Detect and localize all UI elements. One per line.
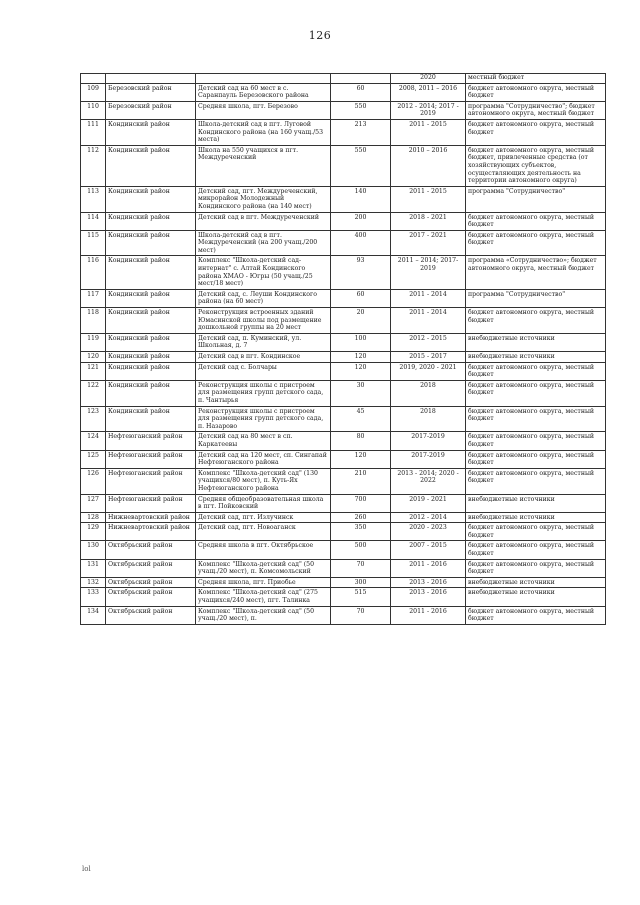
cell-period: 2011 - 2015	[391, 119, 466, 145]
footer-mark: lol	[82, 865, 91, 873]
cell-capacity: 20	[331, 308, 391, 334]
cell-number: 120	[81, 352, 106, 363]
cell-source: бюджет автономного округа, местный бюджет	[466, 541, 606, 559]
cell-period: 2011 - 2014	[391, 308, 466, 334]
cell-period: 2018 - 2021	[391, 212, 466, 230]
cell-district: Кондинский район	[106, 230, 196, 256]
cell-capacity: 210	[331, 468, 391, 494]
cell-number: 112	[81, 145, 106, 186]
cell-object: Школа-детский сад в пгт. Междуреченский (на 200 учащ./200 мест)	[196, 230, 331, 256]
cell-source: бюджет автономного округа, местный бюджет	[466, 523, 606, 541]
cell-capacity: 140	[331, 186, 391, 212]
cell-district: Кондинский район	[106, 406, 196, 432]
cell-district: Березовский район	[106, 101, 196, 119]
cell-object: Средняя школа в пгт. Октябрьское	[196, 541, 331, 559]
cell-period: 2007 - 2015	[391, 541, 466, 559]
table-row	[81, 468, 606, 494]
cell-empty	[106, 74, 196, 84]
table-row	[81, 101, 606, 119]
cell-district: Нефтеюганский район	[106, 468, 196, 494]
cell-period: 2013 - 2016	[391, 588, 466, 606]
cell-source: программа "Сотрудничество"; бюджет автономного округа, местный бюджет	[466, 101, 606, 119]
cell-district: Кондинский район	[106, 145, 196, 186]
cell-number: 121	[81, 362, 106, 380]
cell-capacity: 500	[331, 541, 391, 559]
table-row	[81, 559, 606, 577]
cell-capacity: 93	[331, 256, 391, 289]
cell-number: 111	[81, 119, 106, 145]
cell-empty	[331, 74, 391, 84]
cell-period: 2017 - 2021	[391, 230, 466, 256]
table-row-continued	[81, 74, 606, 84]
cell-source: внебюджетные источники	[466, 333, 606, 351]
cell-source: бюджет автономного округа, местный бюджет	[466, 406, 606, 432]
cell-object: Комплекс "Школа-детский сад" (50 учащ./20 мест), п.	[196, 606, 331, 624]
cell-object: Школа-детский сад в пгт. Луговой Кондинского района (на 160 учащ./53 места)	[196, 119, 331, 145]
cell-number: 114	[81, 212, 106, 230]
cell-capacity: 70	[331, 606, 391, 624]
cell-object: Комплекс "Школа-детский сад" (275 учащихся/240 мест), пгт. Талинка	[196, 588, 331, 606]
cell-number: 130	[81, 541, 106, 559]
cell-district: Октябрьский район	[106, 588, 196, 606]
table-row	[81, 432, 606, 450]
cell-source: программа «Сотрудничество»; бюджет автономного округа, местный бюджет	[466, 256, 606, 289]
cell-object: Средняя школа, пгт. Приобье	[196, 577, 331, 588]
cell-source: бюджет автономного округа, местный бюджет	[466, 559, 606, 577]
cell-period: 2017-2019	[391, 450, 466, 468]
cell-source: программа "Сотрудничество"	[466, 289, 606, 307]
table-row	[81, 406, 606, 432]
cell-district: Нижневартовский район	[106, 512, 196, 523]
cell-capacity: 550	[331, 101, 391, 119]
cell-number: 126	[81, 468, 106, 494]
cell-object: Детский сад на 80 мест в сп. Каркатеевы	[196, 432, 331, 450]
cell-source: внебюджетные источники	[466, 352, 606, 363]
cell-period: 2018	[391, 406, 466, 432]
table-row	[81, 352, 606, 363]
table-row	[81, 212, 606, 230]
cell-source: бюджет автономного округа, местный бюджет	[466, 212, 606, 230]
cell-capacity: 60	[331, 289, 391, 307]
cell-object: Средняя школа, пгт. Березово	[196, 101, 331, 119]
cell-period: 2011 - 2016	[391, 559, 466, 577]
cell-period: 2019 - 2021	[391, 494, 466, 512]
cell-object: Школа на 550 учащихся в пгт. Междуреченский	[196, 145, 331, 186]
cell-object: Реконструкция встроенных зданий Юмасинской школы под размещение дошкольной группы на 20 мест	[196, 308, 331, 334]
cell-object: Детский сад, с. Леуши Кондинского района (на 60 мест)	[196, 289, 331, 307]
table-row	[81, 230, 606, 256]
cell-capacity: 260	[331, 512, 391, 523]
cell-object: Детский сад в пгт. Междуреченский	[196, 212, 331, 230]
table-row	[81, 289, 606, 307]
cell-district: Нефтеюганский район	[106, 432, 196, 450]
cell-object: Детский сад на 60 мест в с. Саранпауль Березовского района	[196, 83, 331, 101]
cell-period: 2020	[391, 74, 466, 84]
cell-district: Нефтеюганский район	[106, 450, 196, 468]
construction-objects-table	[80, 73, 606, 625]
cell-capacity: 100	[331, 333, 391, 351]
cell-district: Нефтеюганский район	[106, 494, 196, 512]
cell-number: 131	[81, 559, 106, 577]
cell-source: бюджет автономного округа, местный бюджет	[466, 308, 606, 334]
cell-source: бюджет автономного округа, местный бюджет, привлеченные средства (от хозяйствующих субъектов, осуществляющих деятельность на территории автономного округа)	[466, 145, 606, 186]
cell-empty	[196, 74, 331, 84]
table-row	[81, 186, 606, 212]
cell-period: 2013 - 2016	[391, 577, 466, 588]
cell-period: 2011 - 2014	[391, 289, 466, 307]
table-row	[81, 577, 606, 588]
cell-period: 2011 – 2014; 2017-2019	[391, 256, 466, 289]
cell-period: 2008, 2011 – 2016	[391, 83, 466, 101]
cell-source: внебюджетные источники	[466, 588, 606, 606]
cell-source: бюджет автономного округа, местный бюджет	[466, 380, 606, 406]
cell-number: 116	[81, 256, 106, 289]
cell-capacity: 70	[331, 559, 391, 577]
cell-capacity: 45	[331, 406, 391, 432]
cell-number: 119	[81, 333, 106, 351]
cell-number: 127	[81, 494, 106, 512]
table-row	[81, 450, 606, 468]
cell-period: 2017-2019	[391, 432, 466, 450]
cell-period: 2012 - 2015	[391, 333, 466, 351]
table-body	[81, 74, 606, 625]
cell-source: бюджет автономного округа, местный бюджет	[466, 119, 606, 145]
table-row	[81, 83, 606, 101]
cell-district: Кондинский район	[106, 308, 196, 334]
cell-period: 2020 - 2023	[391, 523, 466, 541]
table-row	[81, 606, 606, 624]
cell-number: 132	[81, 577, 106, 588]
cell-number: 125	[81, 450, 106, 468]
cell-object: Детский сад с. Болчары	[196, 362, 331, 380]
table-row	[81, 119, 606, 145]
cell-district: Кондинский район	[106, 212, 196, 230]
cell-capacity: 200	[331, 212, 391, 230]
cell-source: бюджет автономного округа, местный бюджет	[466, 362, 606, 380]
cell-source: бюджет автономного округа, местный бюджет	[466, 83, 606, 101]
cell-number: 123	[81, 406, 106, 432]
cell-period: 2012 - 2014	[391, 512, 466, 523]
cell-source: внебюджетные источники	[466, 577, 606, 588]
cell-source: внебюджетные источники	[466, 512, 606, 523]
table-row	[81, 380, 606, 406]
table-row	[81, 333, 606, 351]
cell-capacity: 213	[331, 119, 391, 145]
cell-period: 2015 - 2017	[391, 352, 466, 363]
table-row	[81, 541, 606, 559]
cell-period: 2011 - 2015	[391, 186, 466, 212]
cell-district: Кондинский район	[106, 380, 196, 406]
cell-district: Березовский район	[106, 83, 196, 101]
table-row	[81, 362, 606, 380]
cell-object: Детский сад, пгт. Междуреченский, микрорайон Молодежный Кондинского района (на 140 мест)	[196, 186, 331, 212]
cell-period: 2019, 2020 - 2021	[391, 362, 466, 380]
cell-source: внебюджетные источники	[466, 494, 606, 512]
cell-district: Октябрьский район	[106, 559, 196, 577]
cell-object: Детский сад, пгт. Излучинск	[196, 512, 331, 523]
cell-capacity: 300	[331, 577, 391, 588]
cell-capacity: 550	[331, 145, 391, 186]
cell-district: Кондинский район	[106, 289, 196, 307]
cell-district: Кондинский район	[106, 186, 196, 212]
cell-capacity: 350	[331, 523, 391, 541]
cell-number: 128	[81, 512, 106, 523]
cell-number: 124	[81, 432, 106, 450]
cell-object: Реконструкция школы с пристроем для размещения групп детского сада, п. Чантырья	[196, 380, 331, 406]
cell-source: бюджет автономного округа, местный бюджет	[466, 230, 606, 256]
cell-source: местный бюджет	[466, 74, 606, 84]
cell-number: 115	[81, 230, 106, 256]
cell-capacity: 120	[331, 450, 391, 468]
cell-period: 2011 - 2016	[391, 606, 466, 624]
table-row	[81, 145, 606, 186]
cell-district: Кондинский район	[106, 352, 196, 363]
cell-object: Комплекс "Школа-детский сад-интернат" с. Алтай Кондинского района ХМАО - Югры (50 учащ./25 мест/18 мест)	[196, 256, 331, 289]
table-row	[81, 308, 606, 334]
cell-source: бюджет автономного округа, местный бюджет	[466, 468, 606, 494]
cell-capacity: 400	[331, 230, 391, 256]
cell-capacity: 120	[331, 352, 391, 363]
cell-period: 2012 - 2014; 2017 - 2019	[391, 101, 466, 119]
cell-capacity: 60	[331, 83, 391, 101]
cell-number: 110	[81, 101, 106, 119]
cell-period: 2018	[391, 380, 466, 406]
cell-number: 118	[81, 308, 106, 334]
table-row	[81, 494, 606, 512]
cell-district: Кондинский район	[106, 333, 196, 351]
cell-number: 117	[81, 289, 106, 307]
cell-source: программа "Сотрудничество"	[466, 186, 606, 212]
cell-capacity: 30	[331, 380, 391, 406]
cell-capacity: 120	[331, 362, 391, 380]
cell-number: 133	[81, 588, 106, 606]
cell-capacity: 700	[331, 494, 391, 512]
cell-source: бюджет автономного округа, местный бюджет	[466, 432, 606, 450]
cell-district: Нижневартовский район	[106, 523, 196, 541]
cell-object: Детский сад, п. Куминский, ул. Школьная, д. 7	[196, 333, 331, 351]
cell-object: Реконструкция школы с пристроем для размещения групп детского сада, п. Назарово	[196, 406, 331, 432]
cell-number: 134	[81, 606, 106, 624]
cell-number: 109	[81, 83, 106, 101]
page-number: 126	[308, 29, 332, 42]
cell-period: 2010 – 2016	[391, 145, 466, 186]
cell-object: Детский сад, пгт. Новоаганск	[196, 523, 331, 541]
cell-district: Кондинский район	[106, 119, 196, 145]
cell-number: 113	[81, 186, 106, 212]
cell-district: Кондинский район	[106, 256, 196, 289]
table-row	[81, 256, 606, 289]
cell-object: Детский сад в пгт. Кондинское	[196, 352, 331, 363]
table-row	[81, 512, 606, 523]
cell-district: Кондинский район	[106, 362, 196, 380]
cell-district: Октябрьский район	[106, 541, 196, 559]
cell-capacity: 515	[331, 588, 391, 606]
cell-source: бюджет автономного округа, местный бюджет	[466, 606, 606, 624]
cell-object: Средняя общеобразовательная школа в пгт. Пойковский	[196, 494, 331, 512]
cell-number: 129	[81, 523, 106, 541]
cell-object: Комплекс "Школа-детский сад" (130 учащихся/80 мест), п. Куть-Ях Нефтеюганского района	[196, 468, 331, 494]
cell-object: Детский сад на 120 мест, сп. Сингапай Нефтеюганского района	[196, 450, 331, 468]
cell-period: 2013 - 2014; 2020 - 2022	[391, 468, 466, 494]
cell-district: Октябрьский район	[106, 577, 196, 588]
cell-capacity: 80	[331, 432, 391, 450]
table-row	[81, 588, 606, 606]
cell-object: Комплекс "Школа-детский сад" (50 учащ./20 мест), п. Комсомольский	[196, 559, 331, 577]
cell-district: Октябрьский район	[106, 606, 196, 624]
cell-number: 122	[81, 380, 106, 406]
cell-empty	[81, 74, 106, 84]
cell-source: бюджет автономного округа, местный бюджет	[466, 450, 606, 468]
table-row	[81, 523, 606, 541]
